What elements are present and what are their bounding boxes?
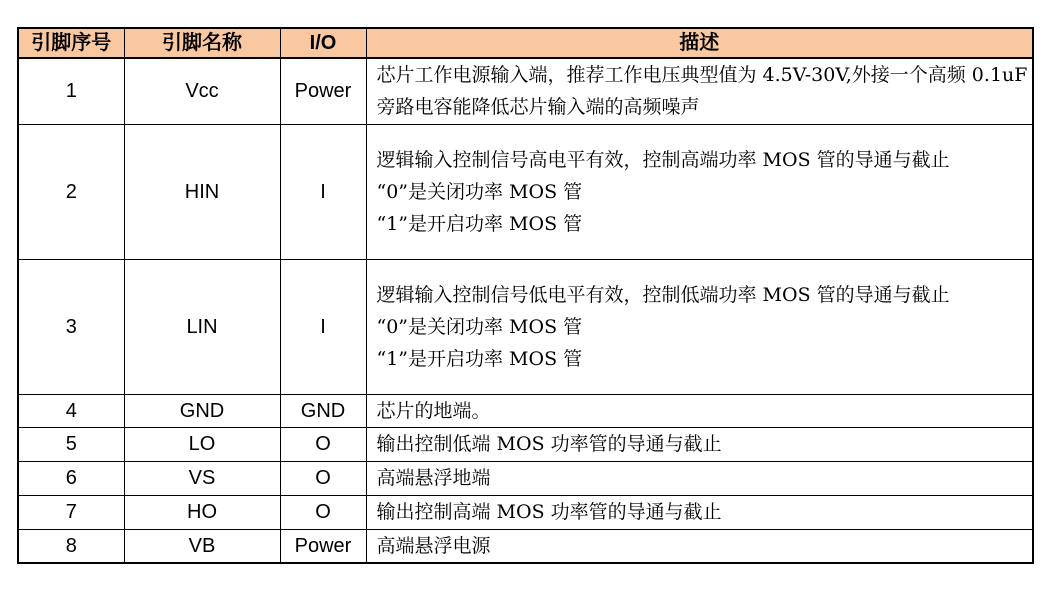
description-line: “1”是开启功率 MOS 管 — [376, 347, 583, 370]
io-type-cell: O — [280, 495, 366, 529]
table-row — [18, 394, 1033, 427]
description-line: 逻辑输入控制信号低电平有效，控制低端功率 MOS 管的导通与截止 — [376, 283, 950, 306]
io-type-cell: O — [280, 461, 366, 495]
pin-number-cell: 7 — [18, 495, 124, 529]
description-cell — [366, 427, 1033, 461]
description-line: “0”是关闭功率 MOS 管 — [376, 180, 583, 203]
header-description: 描述 — [366, 28, 1033, 58]
description-line: “1”是开启功率 MOS 管 — [376, 212, 583, 235]
description-line: 输出控制高端 MOS 功率管的导通与截止 — [376, 501, 722, 523]
description-cell — [366, 58, 1033, 124]
pin-name-cell: LIN — [124, 259, 280, 394]
pin-number-cell: 5 — [18, 427, 124, 461]
pin-name-cell: VS — [124, 461, 280, 495]
description-line: 高端悬浮电源 — [376, 534, 491, 557]
pin-number-cell: 1 — [18, 58, 124, 124]
description-line: 输出控制低端 MOS 功率管的导通与截止 — [376, 433, 722, 455]
table-row — [18, 58, 1033, 124]
description-cell — [366, 394, 1033, 427]
description-line: 逻辑输入控制信号高电平有效，控制高端功率 MOS 管的导通与截止 — [376, 148, 950, 171]
pin-table-container — [17, 27, 1034, 564]
io-type-cell: Power — [280, 58, 366, 124]
pin-name-cell: LO — [124, 427, 280, 461]
description-cell — [366, 259, 1033, 394]
pin-number-cell: 8 — [18, 529, 124, 563]
io-type-cell: I — [280, 124, 366, 259]
table-row — [18, 495, 1033, 529]
io-type-cell: O — [280, 427, 366, 461]
pin-number-cell: 6 — [18, 461, 124, 495]
table-row — [18, 529, 1033, 563]
description-cell — [366, 529, 1033, 563]
io-type-cell: Power — [280, 529, 366, 563]
header-io: I/O — [280, 28, 366, 58]
pin-name-cell: VB — [124, 529, 280, 563]
description-cell — [366, 124, 1033, 259]
pin-number-cell: 2 — [18, 124, 124, 259]
description-line: “0”是关闭功率 MOS 管 — [376, 315, 583, 338]
pin-number-cell: 3 — [18, 259, 124, 394]
header-pin-number: 引脚序号 — [18, 28, 124, 58]
pin-name-cell: Vcc — [124, 58, 280, 124]
pin-name-cell: GND — [124, 394, 280, 427]
description-line: 芯片的地端。 — [376, 399, 491, 422]
table-row — [18, 461, 1033, 495]
table-row — [18, 259, 1033, 394]
table-body — [18, 58, 1033, 563]
pin-number-cell: 4 — [18, 394, 124, 427]
table-row — [18, 427, 1033, 461]
description-line: 芯片工作电源输入端，推荐工作电压典型值为 4.5V-30V,外接一个高频 0.1uF 旁路电容能降低芯片输入端的高频噪声 — [376, 64, 1028, 119]
table-header — [18, 28, 1033, 58]
table-row — [18, 124, 1033, 259]
pin-name-cell: HO — [124, 495, 280, 529]
description-line: 高端悬浮地端 — [376, 467, 491, 489]
pin-name-cell: HIN — [124, 124, 280, 259]
pin-description-table — [17, 27, 1034, 564]
io-type-cell: GND — [280, 394, 366, 427]
description-cell — [366, 495, 1033, 529]
header-pin-name: 引脚名称 — [124, 28, 280, 58]
io-type-cell: I — [280, 259, 366, 394]
header-row — [18, 28, 1033, 58]
description-cell — [366, 461, 1033, 495]
